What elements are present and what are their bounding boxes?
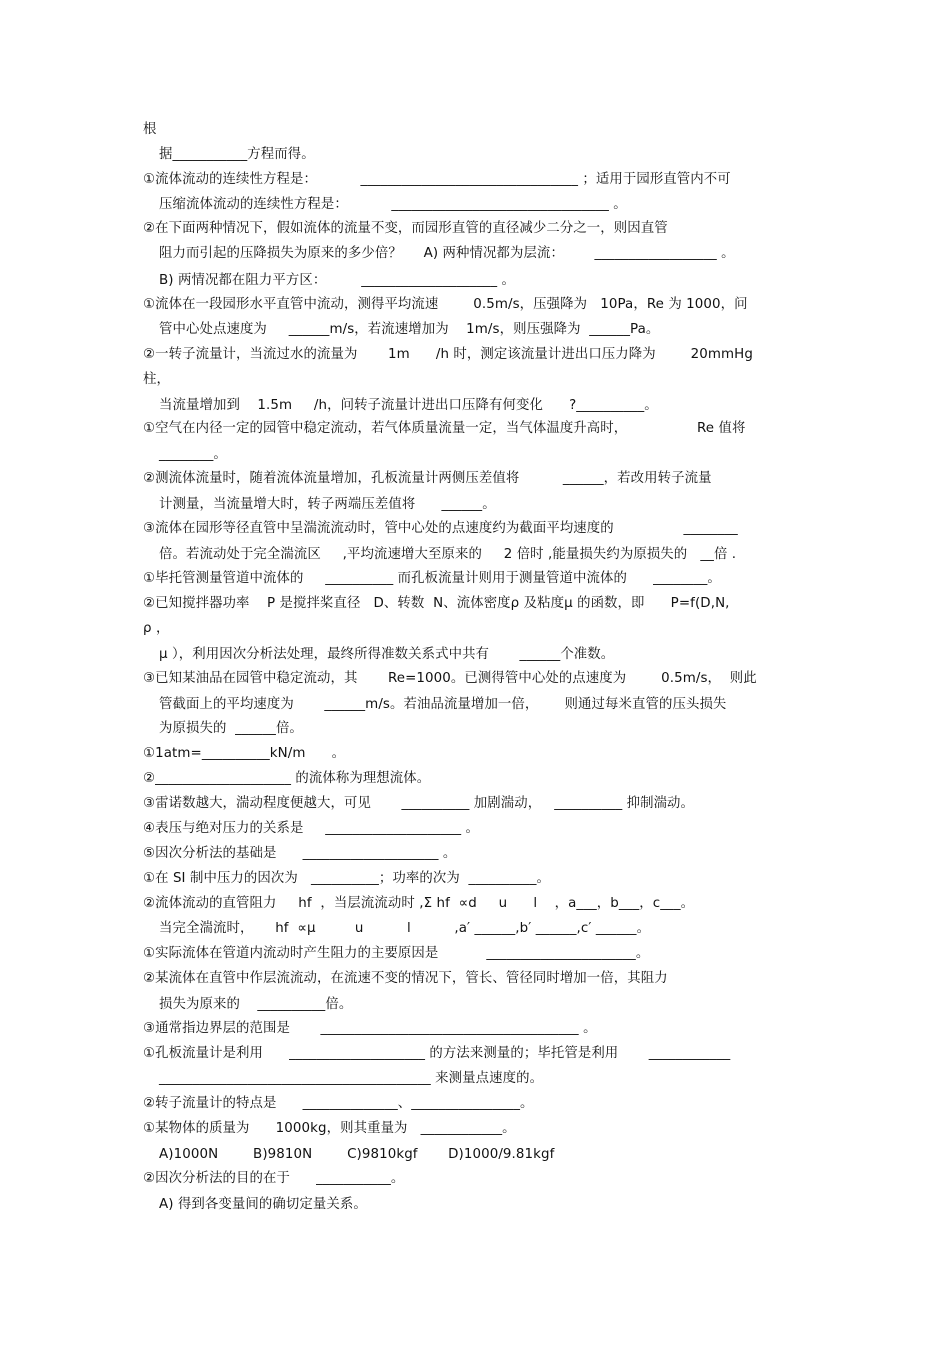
text-line: A) 得到各变量间的确切定量关系。: [159, 1197, 367, 1212]
text-line: ①某物体的质量为 1000kg，则其重量为 ____________。: [143, 1121, 516, 1136]
text-line: ③流体在园形等径直管中呈湍流流动时，管中心处的点速度约为截面平均速度的 ________: [143, 521, 738, 536]
text-line: 损失为原来的 __________倍。: [159, 997, 353, 1012]
text-line: ①在 SI 制中压力的因次为 __________；功率的次为 __________。: [143, 871, 551, 886]
text-line: ⑤因次分析法的基础是 ____________________ 。: [143, 846, 457, 861]
text-line: ①孔板流量计是利用 ____________________ 的方法来测量的；毕托管是利用 ____________: [143, 1046, 731, 1061]
text-line: ①毕托管测量管道中流体的 __________ 而孔板流量计则用于测量管道中流体的 ________。: [143, 571, 721, 586]
text-line: ③雷诺数越大，湍动程度便越大，可见 __________ 加剧湍动， __________ 抑制湍动。: [143, 796, 695, 811]
text-line: B) 两情况都在阻力平方区： ____________________ 。: [159, 273, 515, 288]
text-line: 计测量，当流量增大时，转子两端压差值将 ______。: [159, 497, 496, 512]
text-line: ③通常指边界层的范围是 ______________________________________ 。: [143, 1021, 597, 1036]
text-line: ①实际流体在管道内流动时产生阻力的主要原因是 ______________________。: [143, 946, 650, 961]
text-line: 柱，: [143, 372, 170, 387]
text-line: ________。: [159, 447, 227, 462]
text-line: ④表压与绝对压力的关系是 ____________________ 。: [143, 821, 480, 836]
text-line: 当流量增加到 1.5m /h，问转子流量计进出口压降有何变化 ?__________。: [159, 398, 658, 413]
text-line: ③已知某油品在园管中稳定流动，其 Re=1000。已测得管中心处的点速度为 0.5m/s， 则此: [143, 671, 757, 686]
text-line: ②已知搅拌器功率 P 是搅拌桨直径 D、转数 N、流体密度ρ 及粘度μ 的函数，即 P=f(D,N,: [143, 596, 730, 611]
text-line: ②____________________ 的流体称为理想流体。: [143, 771, 431, 786]
text-line: ②测流体流量时，随着流体流量增加，孔板流量计两侧压差值将 ______，若改用转子流量: [143, 471, 712, 486]
text-line: 管截面上的平均速度为 ______m/s。若油品流量增加一倍， 则通过每米直管的压头损失: [159, 697, 727, 712]
text-line: 为原损失的 ______倍。: [159, 721, 303, 736]
text-line: 管中心处点速度为 ______m/s，若流速增加为 1m/s，则压强降为 ______Pa。: [159, 322, 660, 337]
text-line: A)1000N B)9810N C)9810kgf D)1000/9.81kgf: [159, 1147, 555, 1162]
text-line: ①1atm=__________kN/m 。: [143, 746, 346, 761]
text-line: ________________________________________ 来测量点速度的。: [159, 1071, 544, 1086]
text-line: 阻力而引起的压降损失为原来的多少倍？ A) 两种情况都为层流： __________________ 。: [159, 246, 735, 261]
text-line: ②某流体在直管中作层流流动，在流速不变的情况下，管长、管径同时增加一倍，其阻力: [143, 971, 668, 986]
text-line: 当完全湍流时， hf ∝μ u l ,a′ ______,b′ ______,c′ ______。: [159, 921, 651, 936]
text-line: 据___________方程而得。: [159, 147, 315, 162]
text-line: 倍。若流动处于完全湍流区 ,平均流速增大至原来的 2 倍时 ,能量损失约为原损失的 __倍 .: [159, 547, 737, 562]
text-line: ②因次分析法的目的在于 ___________。: [143, 1171, 405, 1186]
text-line: ②流体流动的直管阻力 hf ，当层流流动时 ,Σ hf ∝d u l ，a___，b___，c___。: [143, 896, 695, 911]
text-line: 压缩流体流动的连续性方程是： ________________________________ 。: [159, 197, 627, 212]
text-line: ①空气在内径一定的园管中稳定流动，若气体质量流量一定，当气体温度升高时， Re 值将: [143, 421, 746, 436]
text-line: ①流体在一段园形水平直管中流动，测得平均流速 0.5m/s，压强降为 10Pa，Re 为 1000，问: [143, 297, 748, 312]
text-line: ②在下面两种情况下，假如流体的流量不变，而园形直管的直径减少二分之一，则因直管: [143, 221, 668, 236]
text-line: ②一转子流量计，当流过水的流量为 1m /h 时，测定该流量计进出口压力降为 20mmHg: [143, 347, 753, 362]
text-line: 根: [143, 122, 157, 137]
text-line: ①流体流动的连续性方程是： ________________________________ ；适用于园形直管内不可: [143, 172, 731, 187]
text-line: ②转子流量计的特点是 ______________、________________。: [143, 1096, 534, 1111]
text-line: μ ），利用因次分析法处理，最终所得准数关系式中共有 ______个准数。: [159, 647, 615, 662]
text-line: ρ ，: [143, 621, 170, 636]
